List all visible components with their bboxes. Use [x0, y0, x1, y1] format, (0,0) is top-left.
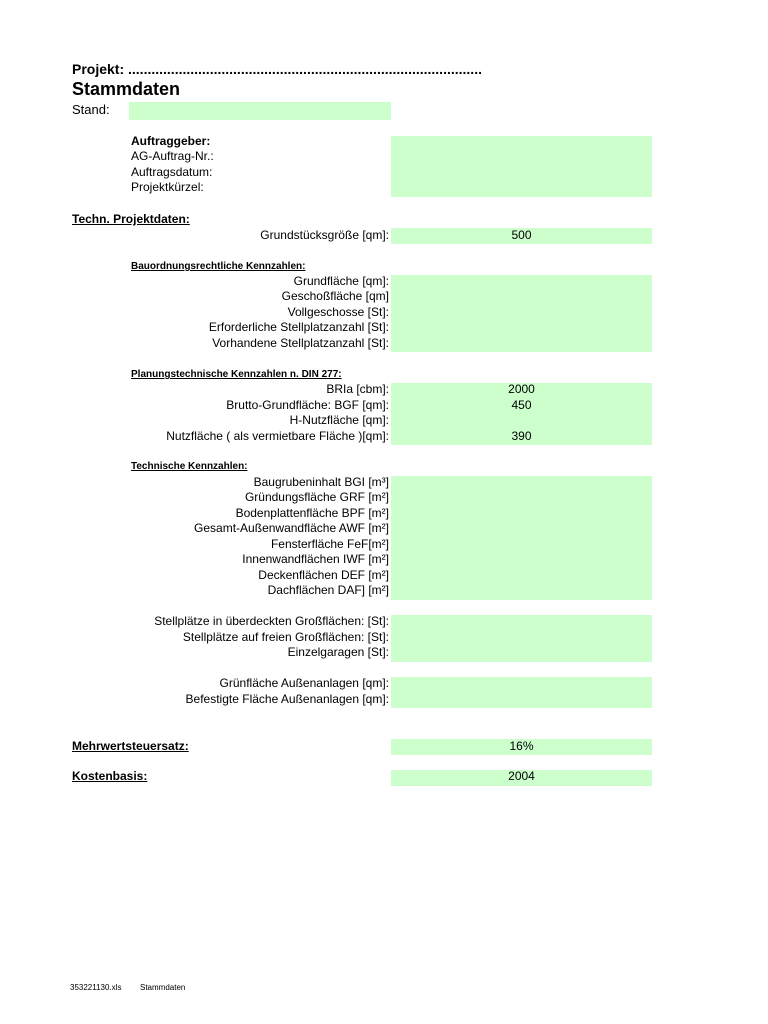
planung-row-label: Nutzfläche ( als vermietbare Fläche )[qm]: [166, 429, 389, 443]
footer-sheet-name: Stammdaten [140, 983, 186, 992]
planung-row-value: 450 [511, 398, 532, 412]
plot-size-label: Grundstücksgröße [qm]: [260, 228, 389, 242]
planung-heading: Planungstechnische Kennzahlen n. DIN 277: [131, 369, 342, 380]
techn-heading: Techn. Projektdaten: [72, 212, 190, 226]
footer-filename: 353221130.xls [70, 983, 122, 992]
technisch-row: Dachflächen DAF] [m²] [267, 583, 389, 597]
aussen-row: Grünfläche Außenanlagen [qm]: [219, 676, 389, 690]
technisch-row: Gesamt-Außenwandfläche AWF [m²] [194, 521, 389, 535]
kosten-label: Kostenbasis: [72, 769, 148, 783]
stand-input-cell[interactable] [129, 102, 391, 120]
bauordnung-row: Vollgeschosse [St]: [287, 305, 389, 319]
bauordnung-input-cells[interactable] [391, 275, 652, 352]
stand-label: Stand: [72, 102, 110, 117]
technisch-row: Bodenplattenfläche BPF [m²] [235, 506, 389, 520]
stellplaetze-row: Stellplätze in überdeckten Großflächen: [St]: [154, 614, 389, 628]
technisch-heading: Technische Kennzahlen: [131, 461, 248, 472]
client-field-order-date: Auftragsdatum: [131, 165, 213, 179]
mwst-label: Mehrwertsteuersatz: [72, 739, 189, 753]
planung-row-value: 2000 [508, 382, 535, 396]
aussen-row: Befestigte Fläche Außenanlagen [qm]: [185, 692, 389, 706]
client-field-project-code: Projektkürzel: [131, 180, 204, 194]
page-title: Stammdaten [72, 79, 181, 99]
client-input-cells[interactable] [391, 136, 652, 197]
bauordnung-row: Vorhandene Stellplatzanzahl [St]: [212, 336, 389, 350]
bauordnung-heading: Bauordnungsrechtliche Kennzahlen: [131, 261, 306, 272]
plot-size-value: 500 [511, 228, 532, 242]
technisch-row: Fensterfläche FeF[m²] [270, 537, 389, 551]
technisch-row: Baugrubeninhalt BGI [m³] [253, 475, 389, 489]
kosten-value: 2004 [508, 769, 535, 783]
technisch-row: Gründungsfläche GRF [m²] [244, 490, 389, 504]
aussen-input-cells[interactable] [391, 677, 652, 708]
planung-row-label: H-Nutzfläche [qm]: [289, 413, 389, 427]
technisch-input-cells[interactable] [391, 476, 652, 600]
stellplaetze-row: Stellplätze auf freien Großflächen: [St]: [182, 630, 389, 644]
mwst-value: 16% [509, 739, 534, 753]
bauordnung-row: Erforderliche Stellplatzanzahl [St]: [208, 320, 389, 334]
planung-row-label: BRIa [cbm]: [326, 382, 389, 396]
client-heading: Auftraggeber: [131, 134, 211, 148]
stellplaetze-input-cells[interactable] [391, 615, 652, 662]
bauordnung-row: Grundfläche [qm]: [293, 274, 389, 288]
client-field-order-no: AG-Auftrag-Nr.: [131, 149, 214, 163]
technisch-row: Deckenflächen DEF [m²] [258, 568, 389, 582]
bauordnung-row: Geschoßfläche [qm] [281, 289, 389, 303]
technisch-row: Innenwandflächen IWF [m²] [242, 552, 389, 566]
planung-row-value: 390 [511, 429, 532, 443]
planung-row-label: Brutto-Grundfläche: BGF [qm]: [226, 398, 389, 412]
project-line: Projekt: ........................................................................................... [72, 61, 482, 77]
stellplaetze-row: Einzelgaragen [St]: [287, 645, 389, 659]
